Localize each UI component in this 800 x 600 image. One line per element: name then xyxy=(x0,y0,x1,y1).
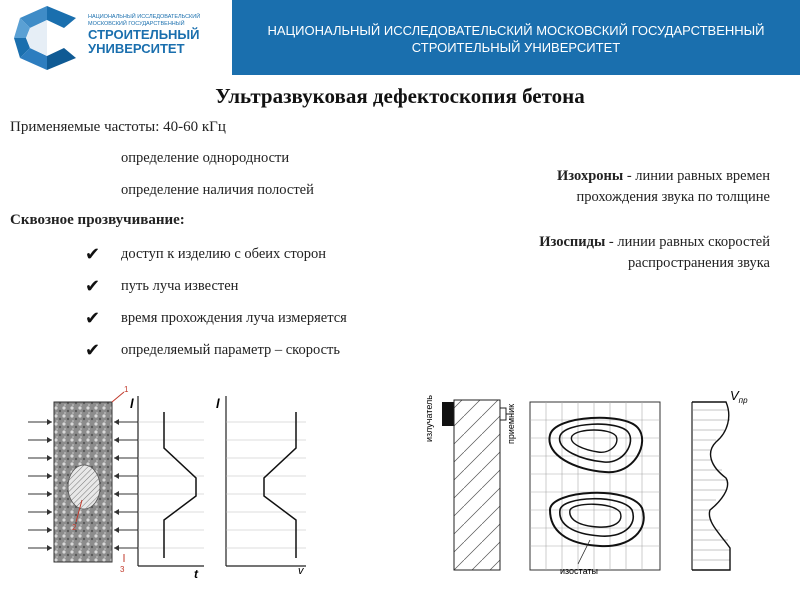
definition-isochrones: Изохроны - линии равных времен прохождения звука по толщине xyxy=(450,166,770,208)
section-heading: Сквозное прозвучивание: xyxy=(10,212,185,228)
logo-small-text: НАЦИОНАЛЬНЫЙ ИССЛЕДОВАТЕЛЬСКИЙ МОСКОВСКИЙ ГОСУДАРСТВЕННЫЙ xyxy=(88,14,201,27)
time-profile-graph xyxy=(130,396,204,581)
checkmark-icon: ✔ xyxy=(85,276,101,296)
isostats-figure xyxy=(410,380,790,580)
definition-term: Изохроны xyxy=(557,168,624,184)
checkmark-icon: ✔ xyxy=(85,244,101,264)
axis-label-v: v xyxy=(298,565,304,577)
velocity-profile-graph xyxy=(216,396,306,577)
marker-label-2: 2 xyxy=(72,523,77,532)
university-name-line2: СТРОИТЕЛЬНЫЙ УНИВЕРСИТЕТ xyxy=(411,40,621,55)
university-name-line1: НАЦИОНАЛЬНЫЙ ИССЛЕДОВАТЕЛЬСКИЙ МОСКОВСКИЙ ГОСУДАРСТВЕННЫЙ xyxy=(267,23,765,38)
university-name xyxy=(232,22,800,62)
check-text: путь луча известен xyxy=(121,278,239,294)
bullet-item xyxy=(85,150,289,167)
definition-text: линии равных времен xyxy=(635,168,770,184)
isostat-label: изостаты xyxy=(560,566,598,576)
defect-void xyxy=(68,465,100,509)
isostat-grid xyxy=(530,402,660,576)
page-title: Ультразвуковая дефектоскопия бетона xyxy=(215,84,585,108)
specimen-section xyxy=(454,400,500,570)
check-item xyxy=(85,340,340,361)
bullet-item xyxy=(85,182,314,199)
bullet-text: определение однородности xyxy=(121,150,290,166)
emitter-block xyxy=(442,402,454,426)
receiver-label: приемник xyxy=(506,403,516,444)
bullet-text: определение наличия полостей xyxy=(121,182,314,198)
definition-text-2: прохождения звука по толщине xyxy=(576,189,770,205)
axis-label-l-time: l xyxy=(130,396,134,411)
axis-label-l-velocity: l xyxy=(216,396,220,411)
marker-1-line xyxy=(112,392,124,402)
check-text: время прохождения луча измеряется xyxy=(121,310,347,326)
checkmark-icon: ✔ xyxy=(85,308,101,328)
definition-text: линии равных скоростей xyxy=(617,234,770,250)
marker-label-3: 3 xyxy=(120,565,125,574)
emitter-label: излучатель xyxy=(424,395,434,442)
check-text: определяемый параметр – скорость xyxy=(121,342,340,358)
check-item xyxy=(85,308,347,329)
vpr-label: $V_{пр}$ xyxy=(730,388,748,405)
university-logo xyxy=(8,4,228,72)
velocity-profile xyxy=(692,388,748,570)
check-item xyxy=(85,276,238,297)
definition-isospeeds: Изоспиды - линии равных скоростей распространения звука xyxy=(450,232,770,274)
through-transmission-figure xyxy=(14,382,324,582)
logo-c-icon xyxy=(12,4,82,72)
check-text: доступ к изделию с обеих сторон xyxy=(121,246,327,262)
definition-term: Изоспиды xyxy=(539,234,606,250)
frequencies-line: Применяемые частоты: 40-60 кГц xyxy=(10,119,226,135)
axis-label-t: t xyxy=(194,567,198,581)
check-item xyxy=(85,244,326,265)
definition-text-2: распространения звука xyxy=(628,255,770,271)
checkmark-icon: ✔ xyxy=(85,340,101,360)
marker-label-1: 1 xyxy=(124,385,129,394)
logo-big-text: СТРОИТЕЛЬНЫЙ УНИВЕРСИТЕТ xyxy=(88,27,200,56)
